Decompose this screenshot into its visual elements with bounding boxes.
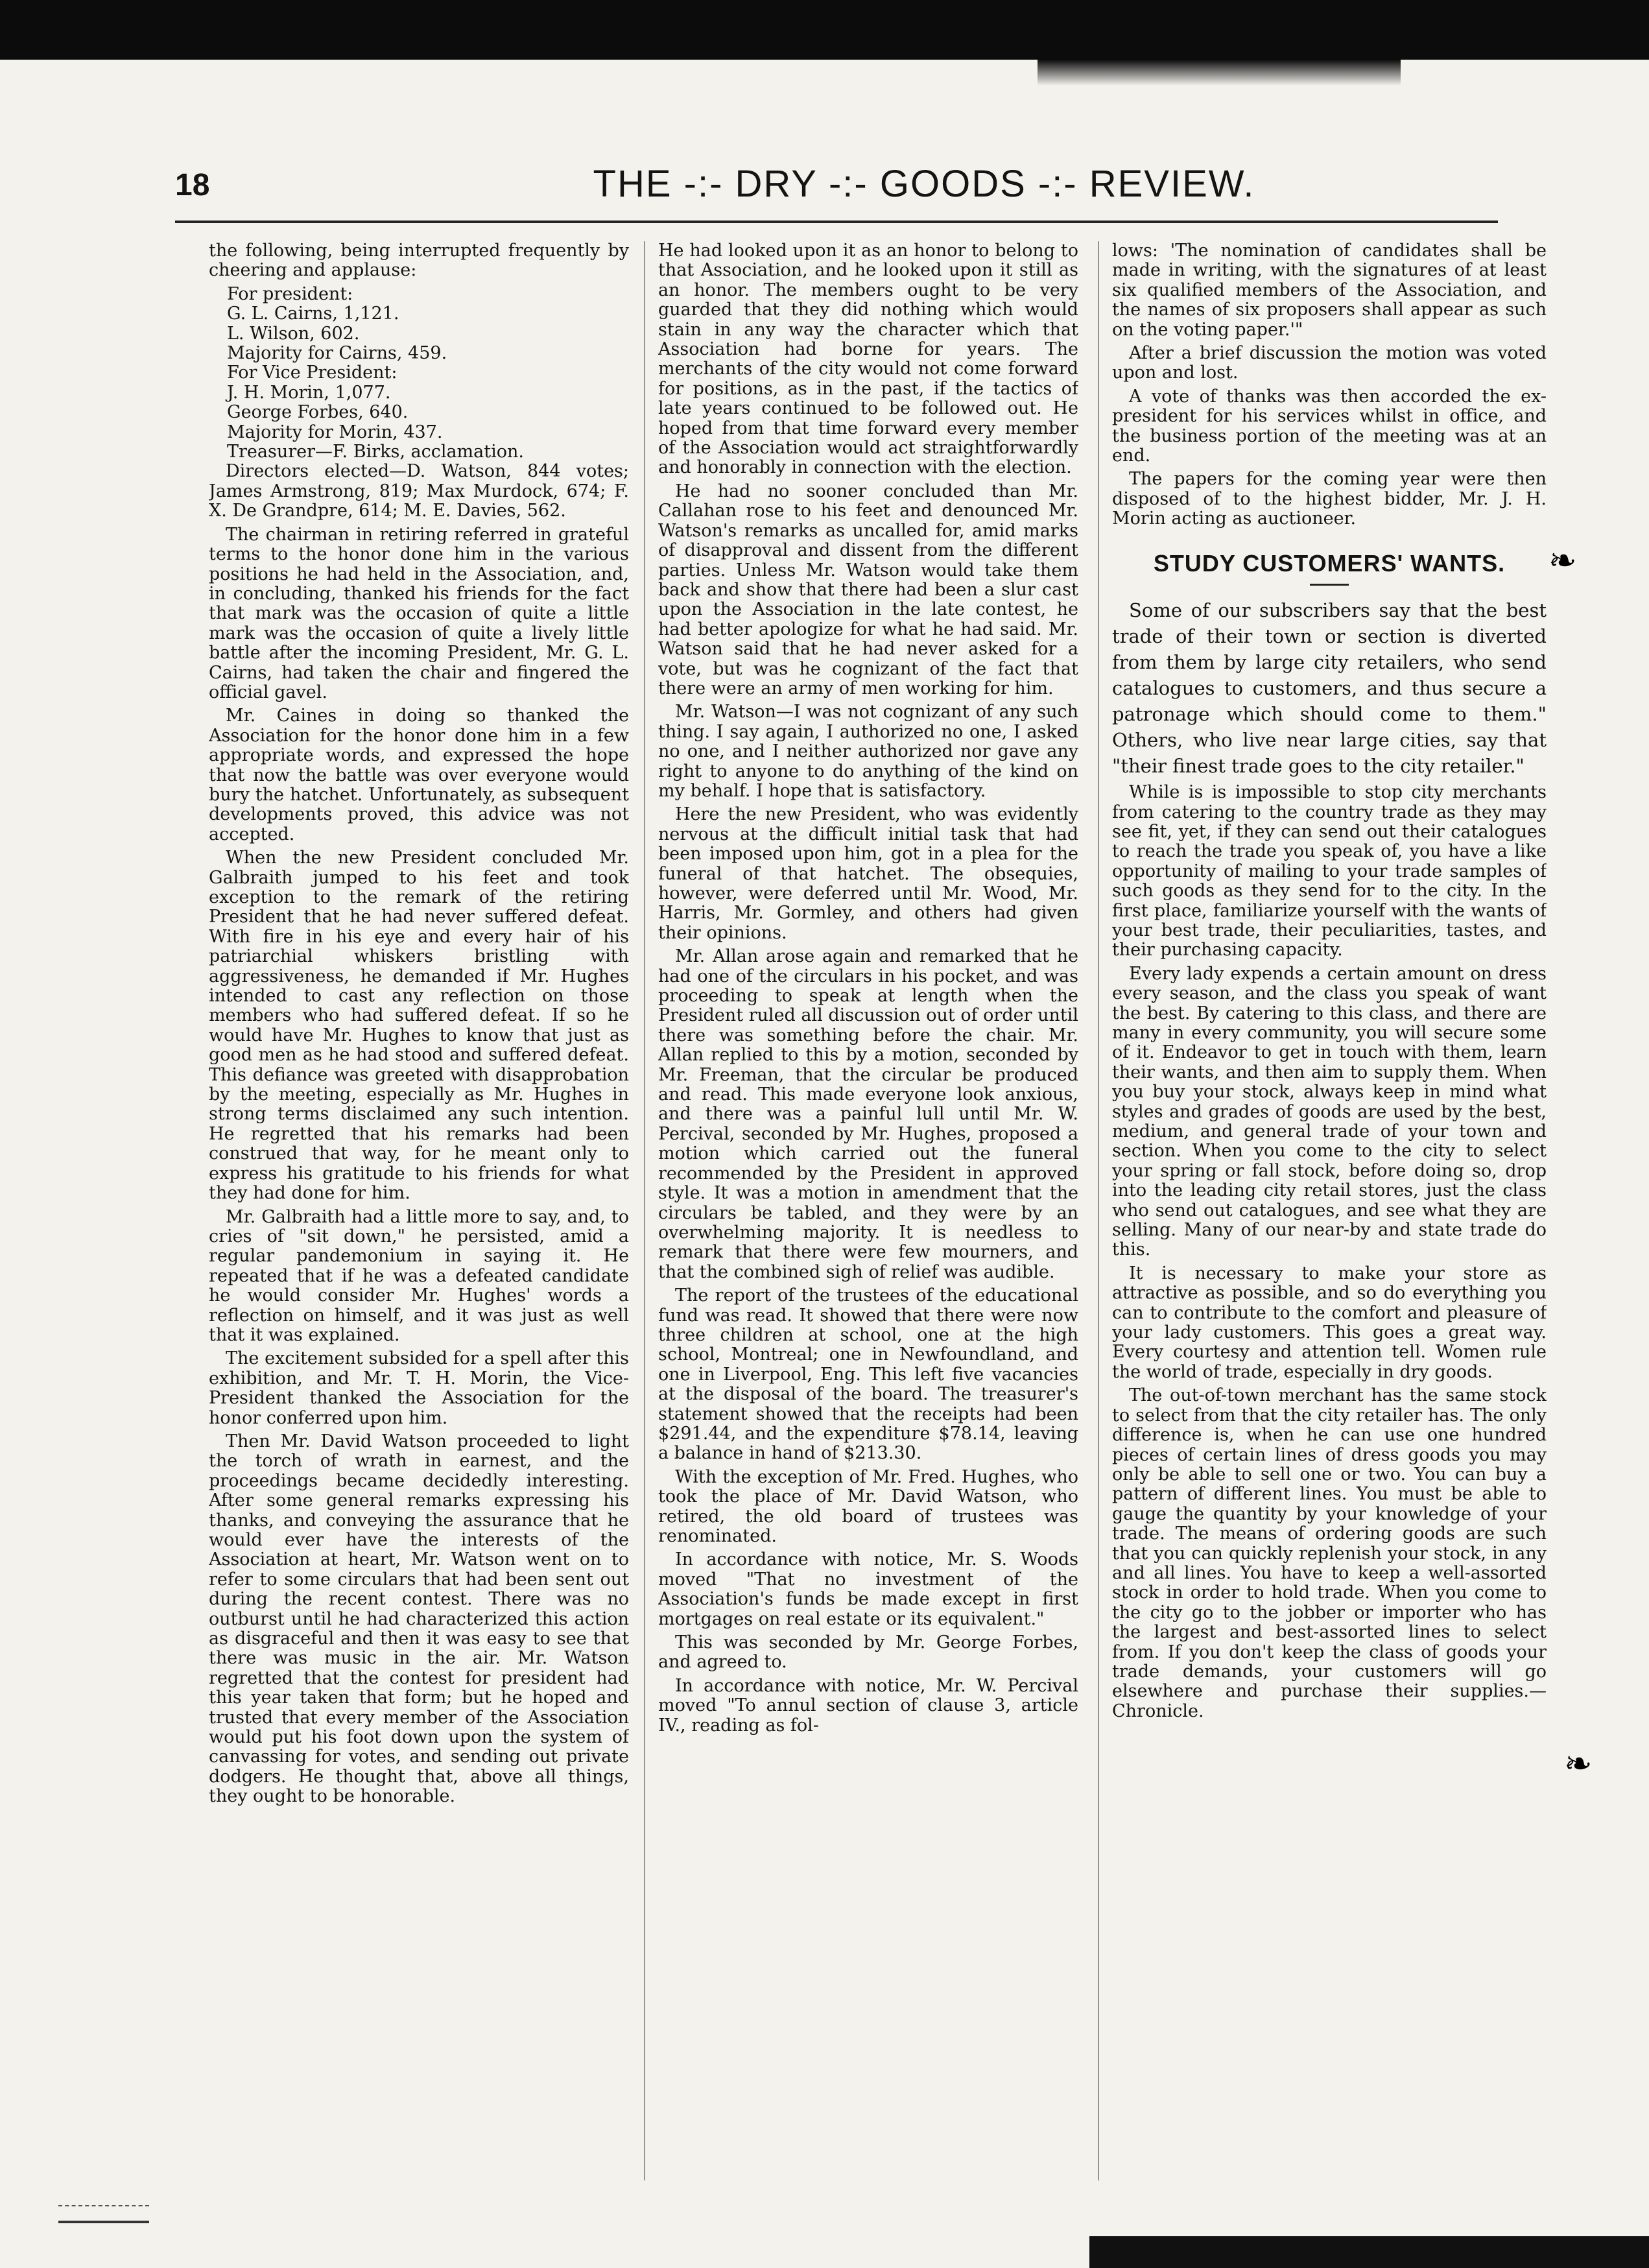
paragraph: It is necessary to make your store as attractive as possible, and so do everything you can to contribute to the comfort and pleasure of your lady customers. This goes a great way. Every courtesy and attention tell. Women rule the world of trade, especially in dry goods. — [1112, 1263, 1547, 1382]
result-line: L. Wilson, 602. — [227, 323, 360, 344]
paragraph: Mr. Watson—I was not cognizant of any such thing. I say again, I authorized no one, I asked no one, and I neither authorized nor gave any right to anyone to do anything of the kind on my behalf. I hope that is satisfactory. — [658, 702, 1078, 801]
paragraph: the following, being interrupted frequently by cheering and applause: — [209, 241, 629, 281]
paragraph: The papers for the coming year were then disposed of to the highest bidder, Mr. J. H. Morin acting as auctioneer. — [1112, 469, 1547, 529]
paragraph: Directors elected—D. Watson, 844 votes; James Armstrong, 819; Max Murdock, 674; F. X. De Grandpre, 614; M. E. Davies, 562. — [209, 461, 629, 521]
paragraph: With the exception of Mr. Fred. Hughes, who took the place of Mr. David Watson, who retired, the old board of trustees was renominated. — [658, 1466, 1078, 1546]
result-line: Majority for Cairns, 459. — [227, 343, 447, 364]
section-heading: STUDY CUSTOMERS' WANTS. — [1153, 549, 1506, 577]
paragraph: The report of the trustees of the educational fund was read. It showed that there were now three children at school, one at the high school, Montreal; one in Newfoundland, and one in Liverpool, Eng. This left five vacancies at the disposal of the board. The treasurer's statement showed that the receipts had been $291.44, and the expenditure $78.14, leaving a balance in hand of $213.30. — [658, 1285, 1078, 1464]
paragraph: Every lady expends a certain amount on dress every season, and the class you speak of want the best. By catering to this class, and there are many in every community, you will secure some of it. Endeavor to get in touch with them, learn their wants, and then aim to supply them. When you buy your stock, always keep in mind what styles and grades of goods are used by the best, medium, and general trade of your town and section. When you come to the city to select your spring or fall stock, before doing so, drop into the leading city retail stores, just the class who send out catalogues, and see what they are selling. Many of our near-by and state trade do this. — [1112, 963, 1547, 1260]
heading-rule — [1310, 584, 1349, 586]
paragraph: The excitement subsided for a spell after this exhibition, and Mr. T. H. Morin, the Vice-President thanked the Association for the honor conferred upon him. — [209, 1348, 629, 1428]
column-divider-2 — [1098, 241, 1099, 2180]
result-line: For president: — [227, 283, 353, 304]
paragraph: He had looked upon it as an honor to belong to that Association, and he looked upon it still as an honor. The members ought to be very guarded that they did nothing which would stain in any way the character which that Association had borne for years. The merchants of the city would not come forward for positions, as in the past, if the tactics of late years continued to be followed out. He hoped from that time forward every member of the Association would act straightforwardly and honorably in connection with the election. — [658, 241, 1078, 478]
page-number: 18 — [175, 168, 210, 202]
paragraph: After a brief discussion the motion was voted upon and lost. — [1112, 343, 1547, 383]
column-2 — [658, 241, 1078, 2200]
paragraph: Mr. Allan arose again and remarked that he had one of the circulars in his pocket, and was proceeding to speak at length when the President ruled all discussion out of order until there was something before the chair. Mr. Allan replied to this by a motion, seconded by Mr. Freeman, that the circular be produced and read. This made everyone look anxious, and there was a painful lull until Mr. W. Percival, seconded by Mr. Hughes, proposed a motion which carried out the funeral recommended by the President in approved style. It was a motion in amendment that the circulars be tabled, and they were by an overwhelming majority. It is needless to remark that there were few mourners, and that the combined sigh of relief was audible. — [658, 946, 1078, 1282]
result-line: Treasurer—F. Birks, acclamation. — [227, 442, 524, 462]
paragraph: Some of our subscribers say that the best trade of their town or section is diverted from them by large city retailers, who send catalogues to customers, and thus secure a patronage which should come to them." Others, who live near large cities, say that "their finest trade goes to the city retailer." — [1112, 599, 1547, 778]
paragraph: He had no sooner concluded than Mr. Callahan rose to his feet and denounced Mr. Watson's remarks as uncalled for, amid marks of disapproval and dissent from the different parties. Unless Mr. Watson would take them back and show that there had been a slur cast upon the Association in the late contest, he had better apologize for what he had said. Mr. Watson said that he had never asked for a vote, but was he cognizant of the fact that there were an army of men working for him. — [658, 481, 1078, 698]
paragraph: Here the new President, who was evidently nervous at the difficult initial task that had been imposed upon him, got in a plea for the funeral of that hatchet. The obsequies, however, were deferred until Mr. Wood, Mr. Harris, Mr. Gormley, and others had given their opinions. — [658, 804, 1078, 943]
margin-mark-icon: ❧ — [1548, 542, 1577, 580]
paragraph: Then Mr. David Watson proceeded to light the torch of wrath in earnest, and the proceedings became decidedly interesting. After some general remarks expressing his thanks, and conveying the assurance that he would ever have the interests of the Association at heart, Mr. Watson went on to refer to some circulars that had been sent out during the recent contest. There was no outburst until he had characterized this action as disgraceful and then it was easy to see that there was music in the air. Mr. Watson regretted that the contest for president had this year taken that form; but he hoped and trusted that every member of the Association would put his foot down upon the system of canvassing for votes, and sending out private dodgers. He thought that, above all things, they ought to be honorable. — [209, 1431, 629, 1807]
result-line: For Vice President: — [227, 363, 397, 383]
ink-smudge — [58, 2205, 149, 2223]
paragraph: A vote of thanks was then accorded the ex-president for his services whilst in office, and the business portion of the meeting was at an end. — [1112, 386, 1547, 466]
paragraph: lows: 'The nomination of candidates shall be made in writing, with the signatures of at least six qualified members of the Association, and the names of six proposers shall appear as such on the voting paper.'" — [1112, 241, 1547, 340]
paragraph: When the new President concluded Mr. Galbraith jumped to his feet and took exception to the remark of the retiring President that he had never suffered defeat. With fire in his eye and every hair of his patriarchial whiskers bristling with aggressiveness, he demanded if Mr. Hughes intended to cast any reflection on those members who had suffered defeat. If so he would have Mr. Hughes to know that just as good men as he had stood and suffered defeat. This defiance was greeted with disapprobation by the meeting, especially as Mr. Hughes in strong terms disclaimed any such intention. He regretted that his remarks had been construed that way, for he meant only to express his gratitude to his friends for what they had done for him. — [209, 848, 629, 1204]
paragraph: In accordance with notice, Mr. W. Percival moved "To annul section of clause 3, article IV., reading as fol- — [658, 1675, 1078, 1736]
scan-border-top — [0, 0, 1649, 60]
paragraph: While is is impossible to stop city merchants from catering to the country trade as they may see fit, yet, if they can send out their catalogues to reach the trade you speak of, you have a like opportunity of mailing to your trade samples of such goods as they send for to the city. In the first place, familiarize yourself with the wants of your best trade, their peculiarities, tastes, and their purchasing capacity. — [1112, 782, 1547, 961]
result-line: Majority for Morin, 437. — [227, 422, 443, 442]
header-rule — [175, 221, 1498, 223]
paragraph: The out-of-town merchant has the same stock to select from that the city retailer has. The only difference is, when he can use one hundred pieces of certain lines of dress goods you may only be able to sell one or two. You can buy a pattern of different lines. You must be able to gauge the quantity by your knowledge of your trade. The means of ordering goods are such that you can quickly replenish your stock, in any and all lines. You have to keep a well-assorted stock in order to hold trade. When you come to the city go to the jobber or importer who has the largest and best-assorted lines to select from. If you don't keep the class of goods your trade demands, your customers will go elsewhere and purchase their supplies.—Chronicle. — [1112, 1385, 1547, 1721]
margin-mark-icon: ❧ — [1564, 1745, 1593, 1784]
column-3 — [1112, 241, 1547, 2200]
column-1 — [209, 241, 629, 2200]
paragraph: In accordance with notice, Mr. S. Woods moved "That no investment of the Association's funds be made except in first mortgages on real estate or its equivalent." — [658, 1549, 1078, 1629]
column-divider-1 — [644, 241, 645, 2180]
result-line: J. H. Morin, 1,077. — [227, 382, 391, 403]
paragraph: Mr. Caines in doing so thanked the Association for the honor done him in a few appropriate words, and expressed the hope that now the battle was over everyone would bury the hatchet. Unfortunately, as subsequent developments proved, this advice was not accepted. — [209, 706, 629, 844]
masthead-title: THE -:- DRY -:- GOODS -:- REVIEW. — [593, 163, 1255, 205]
paragraph: This was seconded by Mr. George Forbes, and agreed to. — [658, 1632, 1078, 1673]
paragraph: The chairman in retiring referred in grateful terms to the honor done him in the various positions he had held in the Association, and, in concluding, thanked his friends for the fact that mark was the occasion of quite a little mark was the occasion of quite a lively little battle after the incoming President, Mr. G. L. Cairns, had taken the chair and fingered the official gavel. — [209, 524, 629, 702]
result-line: George Forbes, 640. — [227, 402, 409, 423]
scan-border-bottom — [1089, 2236, 1649, 2268]
result-line: G. L. Cairns, 1,121. — [227, 304, 399, 324]
paragraph: Mr. Galbraith had a little more to say, and, to cries of "sit down," he persisted, amid a regular pandemonium in saying it. He repeated that if he was a defeated candidate he would consider Mr. Hughes' words a reflection on himself, and it was just as well that it was explained. — [209, 1206, 629, 1345]
election-results — [209, 285, 629, 462]
